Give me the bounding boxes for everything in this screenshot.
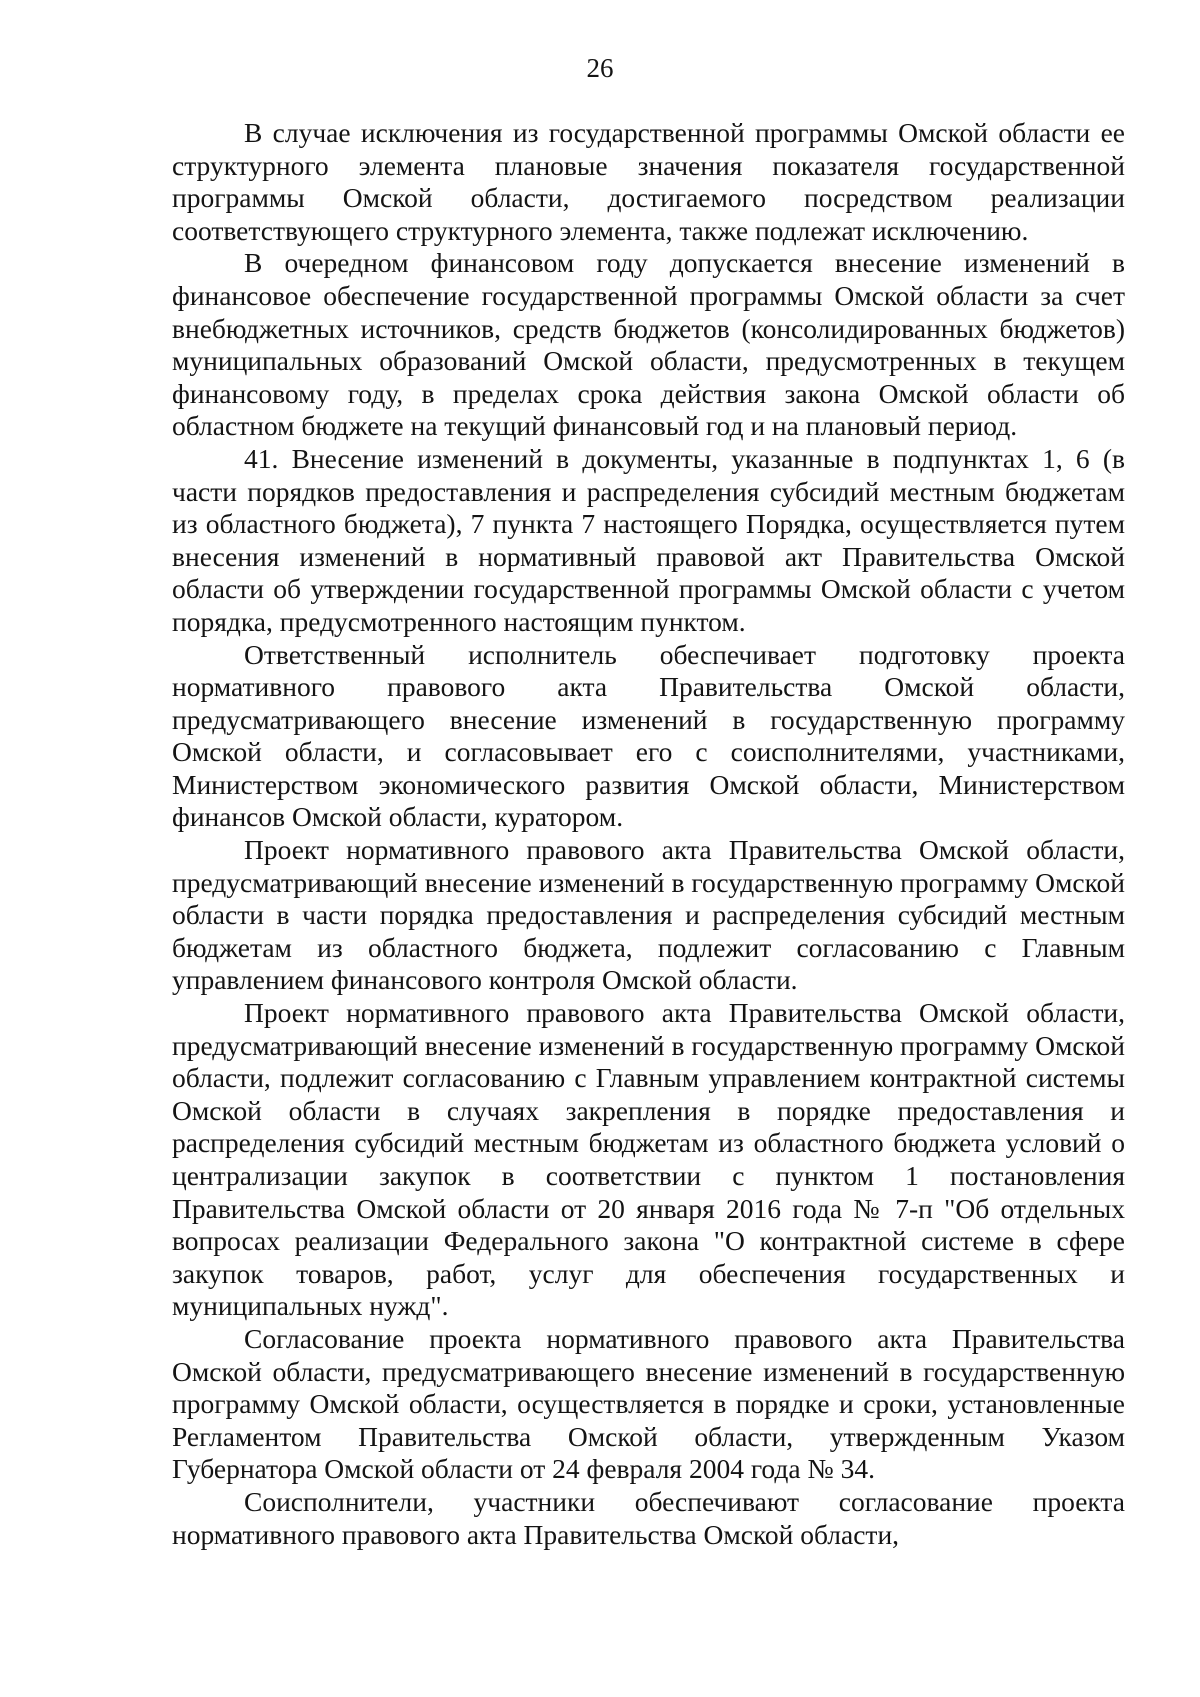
paragraph-financial-control-approval: Проект нормативного правового акта Правительства Омской области, предусматривающий внесение изменений в государственную программу Омской области в части порядка предоставления и распределения субсидий местным бюджетам из областного бюджета, подлежит согласованию с Главным управлением финансового контроля Омской области. (172, 834, 1125, 996)
paragraph-approval-procedure: Согласование проекта нормативного правового акта Правительства Омской области, предусматривающего внесение изменений в государственную программу Омской области, осуществляется в порядке и сроки, установленные Регламентом Правительства Омской области, утвержденным Указом Губернатора Омской области от 24 февраля 2004 года № 34. (172, 1322, 1125, 1485)
document-body (172, 117, 1125, 1551)
paragraph-co-executors-approval: Соисполнители, участники обеспечивают согласование проекта нормативного правового акта Правительства Омской области, (172, 1485, 1125, 1550)
paragraph-financial-support-changes: В очередном финансовом году допускается внесение изменений в финансовое обеспечение государственной программы Омской области за счет внебюджетных источников, средств бюджетов (консолидированных бюджетов) муниципальных образований Омской области, предусмотренных в текущем финансовому году, в пределах срока действия закона Омской области об областном бюджете на текущий финансовый год и на плановый период. (172, 247, 1125, 442)
paragraph-item-41: 41. Внесение изменений в документы, указанные в подпунктах 1, 6 (в части порядков предоставления и распределения субсидий местным бюджетам из областного бюджета), 7 пункта 7 настоящего Порядка, осуществляется путем внесения изменений в нормативный правовой акт Правительства Омской области об утверждении государственной программы Омской области с учетом порядка, предусмотренного настоящим пунктом. (172, 442, 1125, 637)
paragraph-responsible-executor: Ответственный исполнитель обеспечивает подготовку проекта нормативного правового акта Правительства Омской области, предусматривающего внесение изменений в государственную программу Омской области, и согласовывает его с соисполнителями, участниками, Министерством экономического развития Омской области, Министерством финансов Омской области, куратором. (172, 638, 1125, 833)
paragraph-structural-element-exclusion: В случае исключения из государственной программы Омской области ее структурного элемента плановые значения показателя государственной программы Омской области, достигаемого посредством реализации соответствующего структурного элемента, также подлежат исключению. (172, 117, 1125, 246)
page-number: 26 (586, 53, 614, 83)
paragraph-contract-system-approval: Проект нормативного правового акта Правительства Омской области, предусматривающий внесение изменений в государственную программу Омской области, подлежит согласованию с Главным управлением контрактной системы Омской области в случаях закрепления в порядке предоставления и распределения субсидий местным бюджетам из областного бюджета условий о централизации закупок в соответствии с пунктом 1 постановления Правительства Омской области от 20 января 2016 года № 7-п "Об отдельных вопросах реализации Федерального закона "О контрактной системе в сфере закупок товаров, работ, услуг для обеспечения государственных и муниципальных нужд". (172, 997, 1125, 1322)
